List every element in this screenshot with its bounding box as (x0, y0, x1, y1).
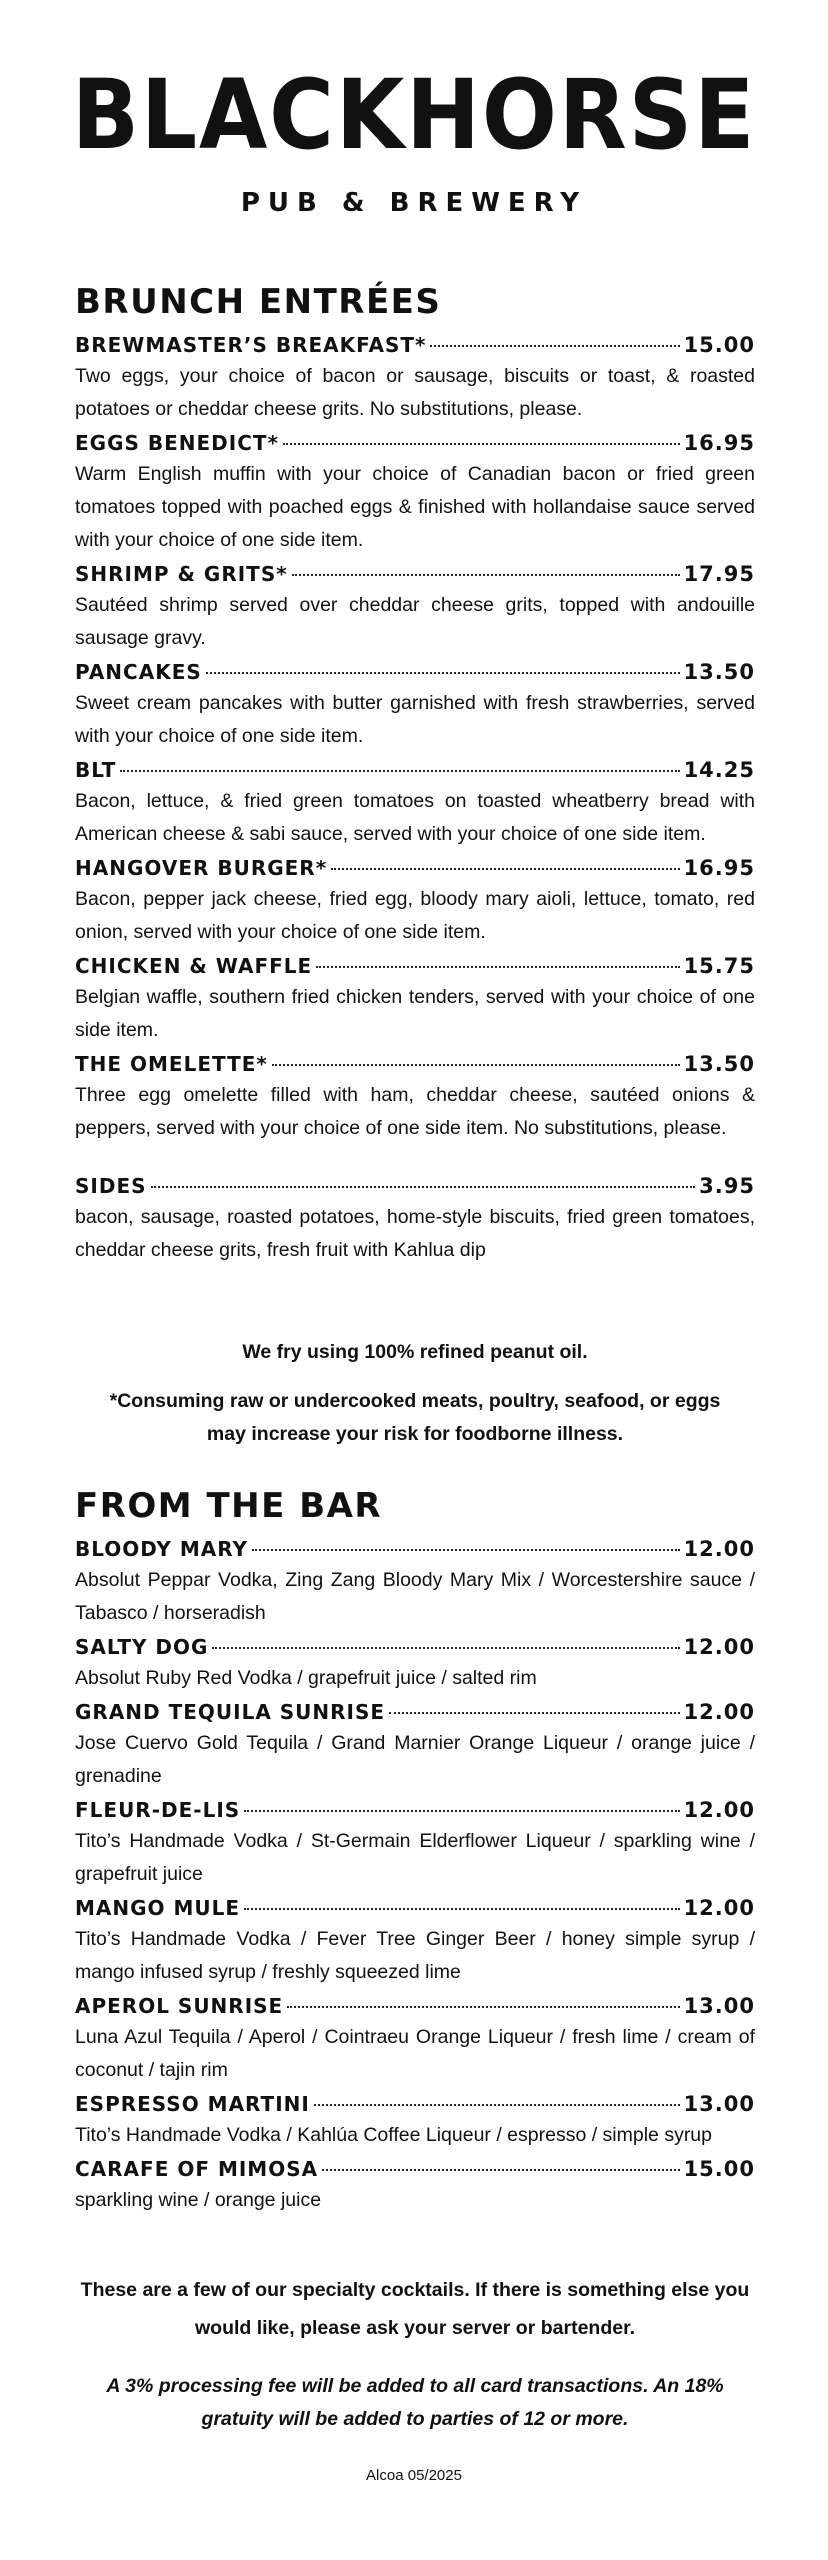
item-name: EGGS BENEDICT* (75, 431, 279, 455)
item-description: Belgian waffle, southern fried chicken tenders, served with your choice of one side item. (75, 986, 755, 1041)
dot-leader (314, 2104, 680, 2106)
item-description: Luna Azul Tequila / Aperol / Cointraeu Orange Liqueur / fresh lime / cream of coconut / tajin rim (75, 2026, 755, 2081)
item-description: Absolut Ruby Red Vodka / grapefruit juice / salted rim (75, 1667, 537, 1689)
dot-leader (430, 345, 679, 347)
menu-item (75, 755, 755, 851)
item-name: SIDES (75, 1174, 147, 1198)
item-price: 12.00 (683, 1896, 755, 1920)
dot-leader (151, 1186, 696, 1188)
menu-item (75, 428, 755, 557)
item-name: HANGOVER BURGER* (75, 856, 328, 880)
item-price: 16.95 (683, 431, 755, 455)
item-description: Sautéed shrimp served over cheddar cheese grits, topped with andouille sausage gravy. (75, 594, 755, 649)
dot-leader (316, 966, 679, 968)
item-name: APEROL SUNRISE (75, 1994, 284, 2018)
processing-fee-note: A 3% processing fee will be added to all card transactions. An 18% gratuity will be added to parties of 12 or more. (106, 2375, 724, 2430)
item-name: FLEUR-DE-LIS (75, 1798, 241, 1822)
item-description: Two eggs, your choice of bacon or sausage, biscuits or toast, & roasted potatoes or cheddar cheese grits. No substitutions, please. (75, 365, 755, 420)
peanut-oil-note: We fry using 100% refined peanut oil. (242, 1341, 588, 1363)
dot-leader (252, 1549, 680, 1551)
item-price: 17.95 (683, 562, 755, 586)
item-name: CARAFE OF MIMOSA (75, 2157, 319, 2181)
brunch-section (75, 282, 755, 1269)
item-price: 13.50 (683, 1052, 755, 1076)
dot-leader (244, 1810, 679, 1812)
dot-leader (292, 574, 680, 576)
item-description: Warm English muffin with your choice of Canadian bacon or fried green tomatoes topped with poached eggs & finished with hollandaise sauce served with your choice of one side item. (75, 463, 755, 551)
menu-item (75, 1049, 755, 1145)
item-price: 13.00 (683, 2092, 755, 2116)
item-name: BLOODY MARY (75, 1537, 249, 1561)
item-description: sparkling wine / orange juice (75, 2189, 322, 2211)
dot-leader (272, 1064, 680, 1066)
menu-item (75, 559, 755, 655)
brunch-title: BRUNCH ENTRÉES (75, 282, 442, 322)
item-price: 15.00 (683, 2157, 755, 2181)
item-description: bacon, sausage, roasted potatoes, home-style biscuits, fried green tomatoes, cheddar cheese grits, fresh fruit with Kahlua dip (75, 1206, 755, 1261)
item-name: BREWMASTER’S BREAKFAST* (75, 333, 427, 357)
brand-tagline: PUB & BREWERY (240, 188, 588, 218)
item-name: CHICKEN & WAFFLE (75, 954, 313, 978)
brand-logo: BLACKHORSE (71, 59, 757, 171)
dot-leader (322, 2169, 679, 2171)
dot-leader (244, 1908, 680, 1910)
item-description: Tito’s Handmade Vodka / Kahlúa Coffee Liqueur / espresso / simple syrup (75, 2124, 712, 2146)
item-description: Sweet cream pancakes with butter garnished with fresh strawberries, served with your choice of one side item. (75, 692, 755, 747)
item-description: Tito’s Handmade Vodka / Fever Tree Ginger Beer / honey simple syrup / mango infused syrup / freshly squeezed lime (75, 1928, 755, 1983)
menu-item (75, 1632, 755, 1695)
menu-version-code: Alcoa 05/2025 (366, 2467, 462, 2484)
specialty-cocktail-note: These are a few of our specialty cocktails. If there is something else you would like, please ask your server or bartender. (80, 2279, 750, 2339)
menu-item (75, 1795, 755, 1891)
menu-item (75, 1534, 755, 1630)
bar-title: FROM THE BAR (75, 1486, 383, 1526)
dot-leader (287, 2006, 679, 2008)
item-description: Bacon, lettuce, & fried green tomatoes on toasted wheatberry bread with American cheese & sabi sauce, served with your choice of one side item. (75, 790, 755, 845)
menu-item (75, 2089, 755, 2152)
item-price: 14.25 (683, 758, 755, 782)
dot-leader (120, 770, 679, 772)
item-price: 16.95 (683, 856, 755, 880)
bar-section (75, 1486, 755, 2219)
item-price: 15.00 (683, 333, 755, 357)
item-name: ESPRESSO MARTINI (75, 2092, 310, 2116)
item-price: 12.00 (683, 1635, 755, 1659)
sides-item (75, 1171, 755, 1267)
item-price: 12.00 (683, 1798, 755, 1822)
item-description: Jose Cuervo Gold Tequila / Grand Marnier Orange Liqueur / orange juice / grenadine (75, 1732, 755, 1787)
item-name: BLT (75, 758, 117, 782)
item-description: Three egg omelette filled with ham, cheddar cheese, sautéed onions & peppers, served with your choice of one side item. No substitutions, please. (75, 1084, 755, 1139)
item-price: 12.00 (683, 1537, 755, 1561)
item-name: SALTY DOG (75, 1635, 209, 1659)
dot-leader (283, 443, 680, 445)
menu-item (75, 1991, 755, 2087)
item-name: GRAND TEQUILA SUNRISE (75, 1700, 386, 1724)
menu-item (75, 951, 755, 1047)
item-price: 13.00 (683, 1994, 755, 2018)
dot-leader (212, 1647, 679, 1649)
menu-item (75, 330, 755, 426)
item-description: Absolut Peppar Vodka, Zing Zang Bloody Mary Mix / Worcestershire sauce / Tabasco / horseradish (75, 1569, 755, 1624)
item-price: 12.00 (683, 1700, 755, 1724)
menu-item (75, 657, 755, 753)
item-name: MANGO MULE (75, 1896, 241, 1920)
dot-leader (331, 868, 679, 870)
menu-item (75, 2154, 755, 2217)
item-name: SHRIMP & GRITS* (75, 562, 288, 586)
consumption-warning: *Consuming raw or undercooked meats, poultry, seafood, or eggs may increase your risk for foodborne illness. (109, 1390, 721, 1445)
dot-leader (206, 672, 680, 674)
item-description: Tito’s Handmade Vodka / St-Germain Elderflower Liqueur / sparkling wine / grapefruit juice (75, 1830, 755, 1885)
menu-item (75, 1697, 755, 1793)
menu-item (75, 853, 755, 949)
item-price: 13.50 (683, 660, 755, 684)
dot-leader (389, 1712, 680, 1714)
menu-item (75, 1893, 755, 1989)
item-description: Bacon, pepper jack cheese, fried egg, bloody mary aioli, lettuce, tomato, red onion, served with your choice of one side item. (75, 888, 755, 943)
item-price: 15.75 (683, 954, 755, 978)
item-name: THE OMELETTE* (75, 1052, 268, 1076)
item-price: 3.95 (699, 1174, 755, 1198)
item-name: PANCAKES (75, 660, 202, 684)
